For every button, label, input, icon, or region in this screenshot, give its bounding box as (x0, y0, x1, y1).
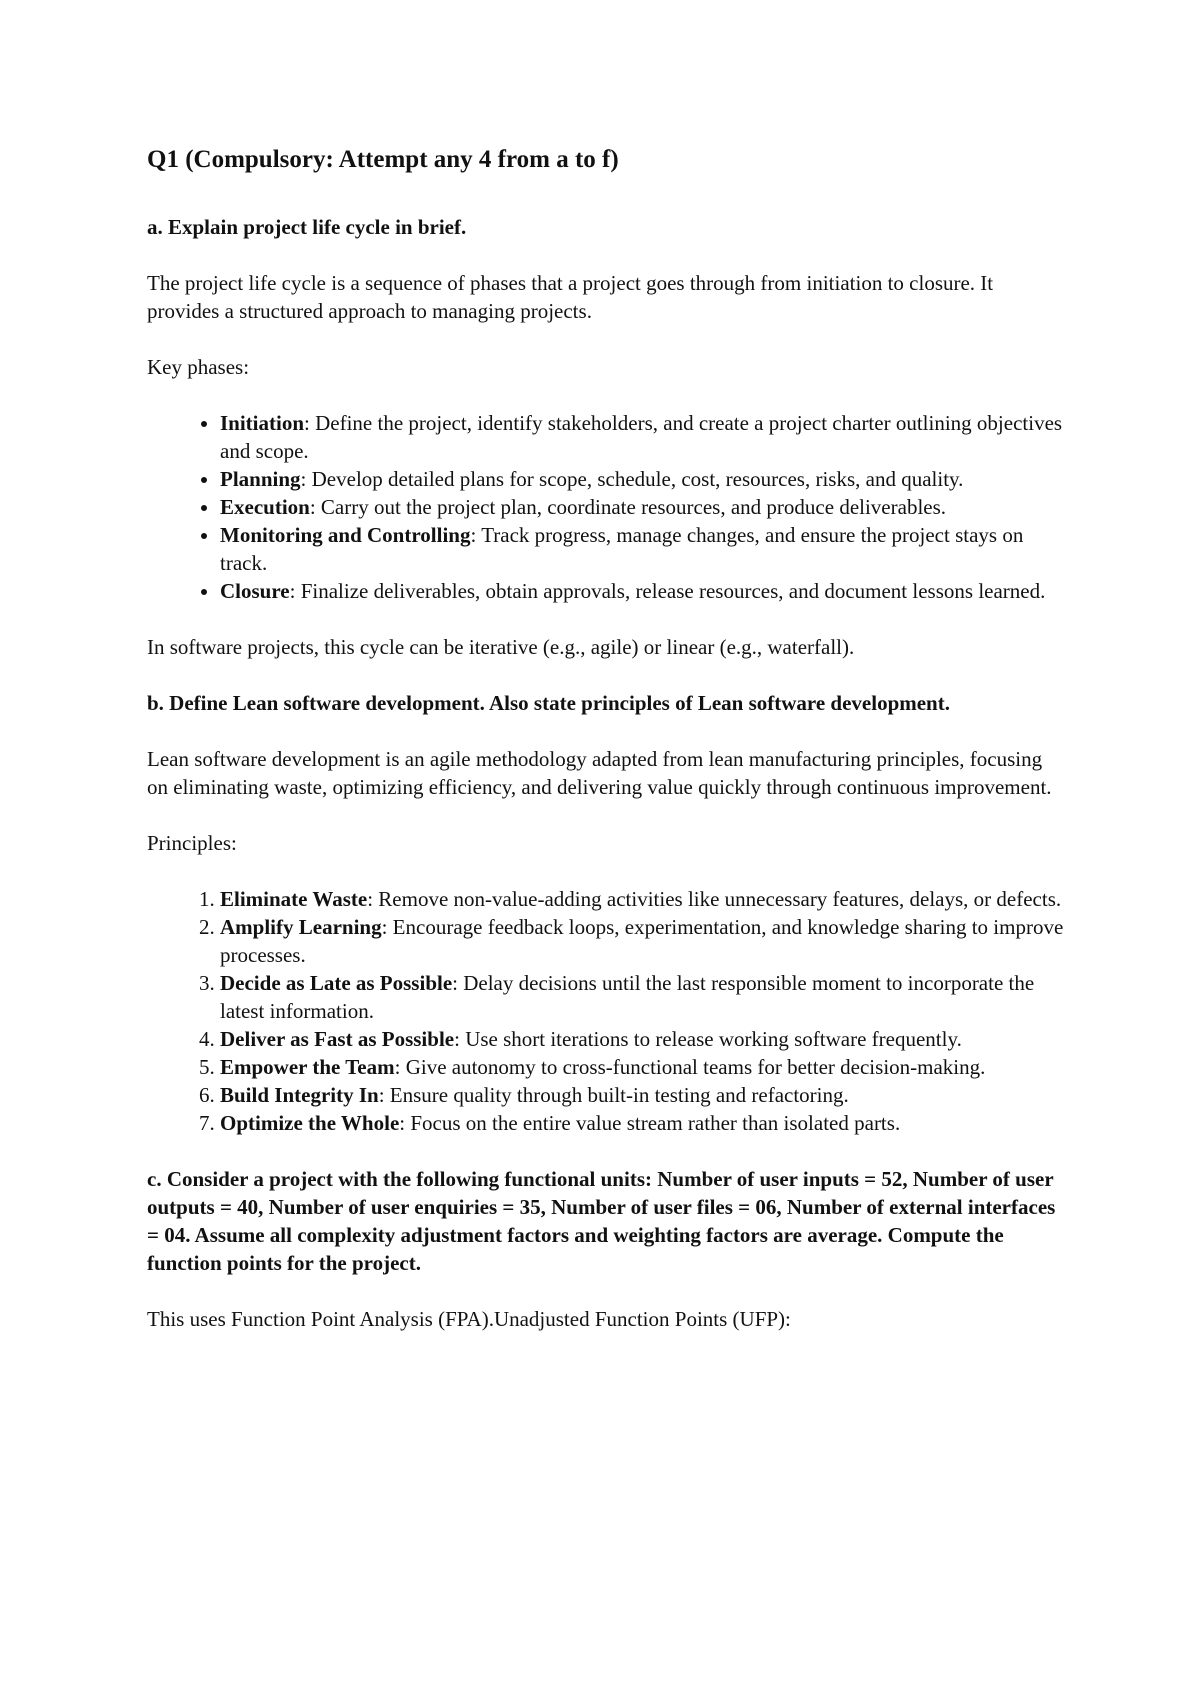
principle-term: Empower the Team (220, 1055, 395, 1079)
list-item (220, 969, 1067, 1025)
list-item (220, 1081, 1067, 1109)
principle-text: : Encourage feedback loops, experimentation, and knowledge sharing to improve processes. (220, 915, 1064, 967)
list-item (220, 1109, 1067, 1137)
principle-term: Build Integrity In (220, 1083, 379, 1107)
principle-term: Optimize the Whole (220, 1111, 400, 1135)
list-item (220, 885, 1067, 913)
principle-text: : Delay decisions until the last responsible moment to incorporate the latest information. (220, 971, 1035, 1023)
document-body (147, 213, 1067, 1361)
phase-term: Closure (220, 579, 290, 603)
list-item (220, 1053, 1067, 1081)
principles-list (147, 885, 1067, 1137)
list-item (220, 493, 1067, 521)
question-a: a. Explain project life cycle in brief. (147, 215, 467, 239)
principles-label: Principles: (147, 831, 237, 855)
principle-text: : Give autonomy to cross-functional teams for better decision-making. (394, 1055, 986, 1079)
list-item (220, 913, 1067, 969)
phase-text: : Carry out the project plan, coordinate resources, and produce deliverables. (309, 495, 947, 519)
phase-term: Execution (220, 495, 310, 519)
question-b: b. Define Lean software development. Also state principles of Lean software development. (147, 691, 950, 715)
phase-text: : Develop detailed plans for scope, schedule, cost, resources, risks, and quality. (300, 467, 964, 491)
answer-a-closing: In software projects, this cycle can be iterative (e.g., agile) or linear (e.g., waterfall). (147, 635, 855, 659)
answer-a-intro: The project life cycle is a sequence of phases that a project goes through from initiation to closure. It provides a structured approach to managing projects. (147, 271, 994, 323)
principle-text: : Use short iterations to release working software frequently. (454, 1027, 962, 1051)
principle-term: Decide as Late as Possible (220, 971, 453, 995)
phases-label: Key phases: (147, 355, 250, 379)
list-item (220, 577, 1067, 605)
list-item (220, 409, 1067, 465)
principle-text: : Remove non-value-adding activities like unnecessary features, delays, or defects. (367, 887, 1062, 911)
principle-term: Amplify Learning (220, 915, 382, 939)
list-item (220, 1025, 1067, 1053)
principle-text: : Focus on the entire value stream rather than isolated parts. (399, 1111, 901, 1135)
answer-c-intro: This uses Function Point Analysis (FPA).Unadjusted Function Points (UFP): (147, 1307, 791, 1331)
question-c: c. Consider a project with the following functional units: Number of user inputs = 52, Number of user outputs = 40, Number of user enquiries = 35, Number of user files = 06, Number of external interfaces = 04. Assume all complexity adjustment factors and weighting factors are average. Compute the function points for the project. (147, 1167, 1056, 1275)
phase-text: : Finalize deliverables, obtain approvals, release resources, and document lessons learned. (289, 579, 1046, 603)
list-item (220, 521, 1067, 577)
phase-text: : Track progress, manage changes, and ensure the project stays on track. (220, 523, 1024, 575)
phase-term: Monitoring and Controlling (220, 523, 471, 547)
principle-text: : Ensure quality through built-in testing and refactoring. (378, 1083, 849, 1107)
phase-term: Initiation (220, 411, 305, 435)
principle-term: Deliver as Fast as Possible (220, 1027, 455, 1051)
phase-term: Planning (220, 467, 301, 491)
page-title: Q1 (Compulsory: Attempt any 4 from a to f) (147, 146, 619, 173)
list-item (220, 465, 1067, 493)
phases-list (147, 409, 1067, 605)
phase-text: : Define the project, identify stakeholders, and create a project charter outlining objectives and scope. (220, 411, 1063, 463)
principle-term: Eliminate Waste (220, 887, 368, 911)
answer-b-intro: Lean software development is an agile methodology adapted from lean manufacturing principles, focusing on eliminating waste, optimizing efficiency, and delivering value quickly through continuous improvement. (147, 747, 1052, 799)
